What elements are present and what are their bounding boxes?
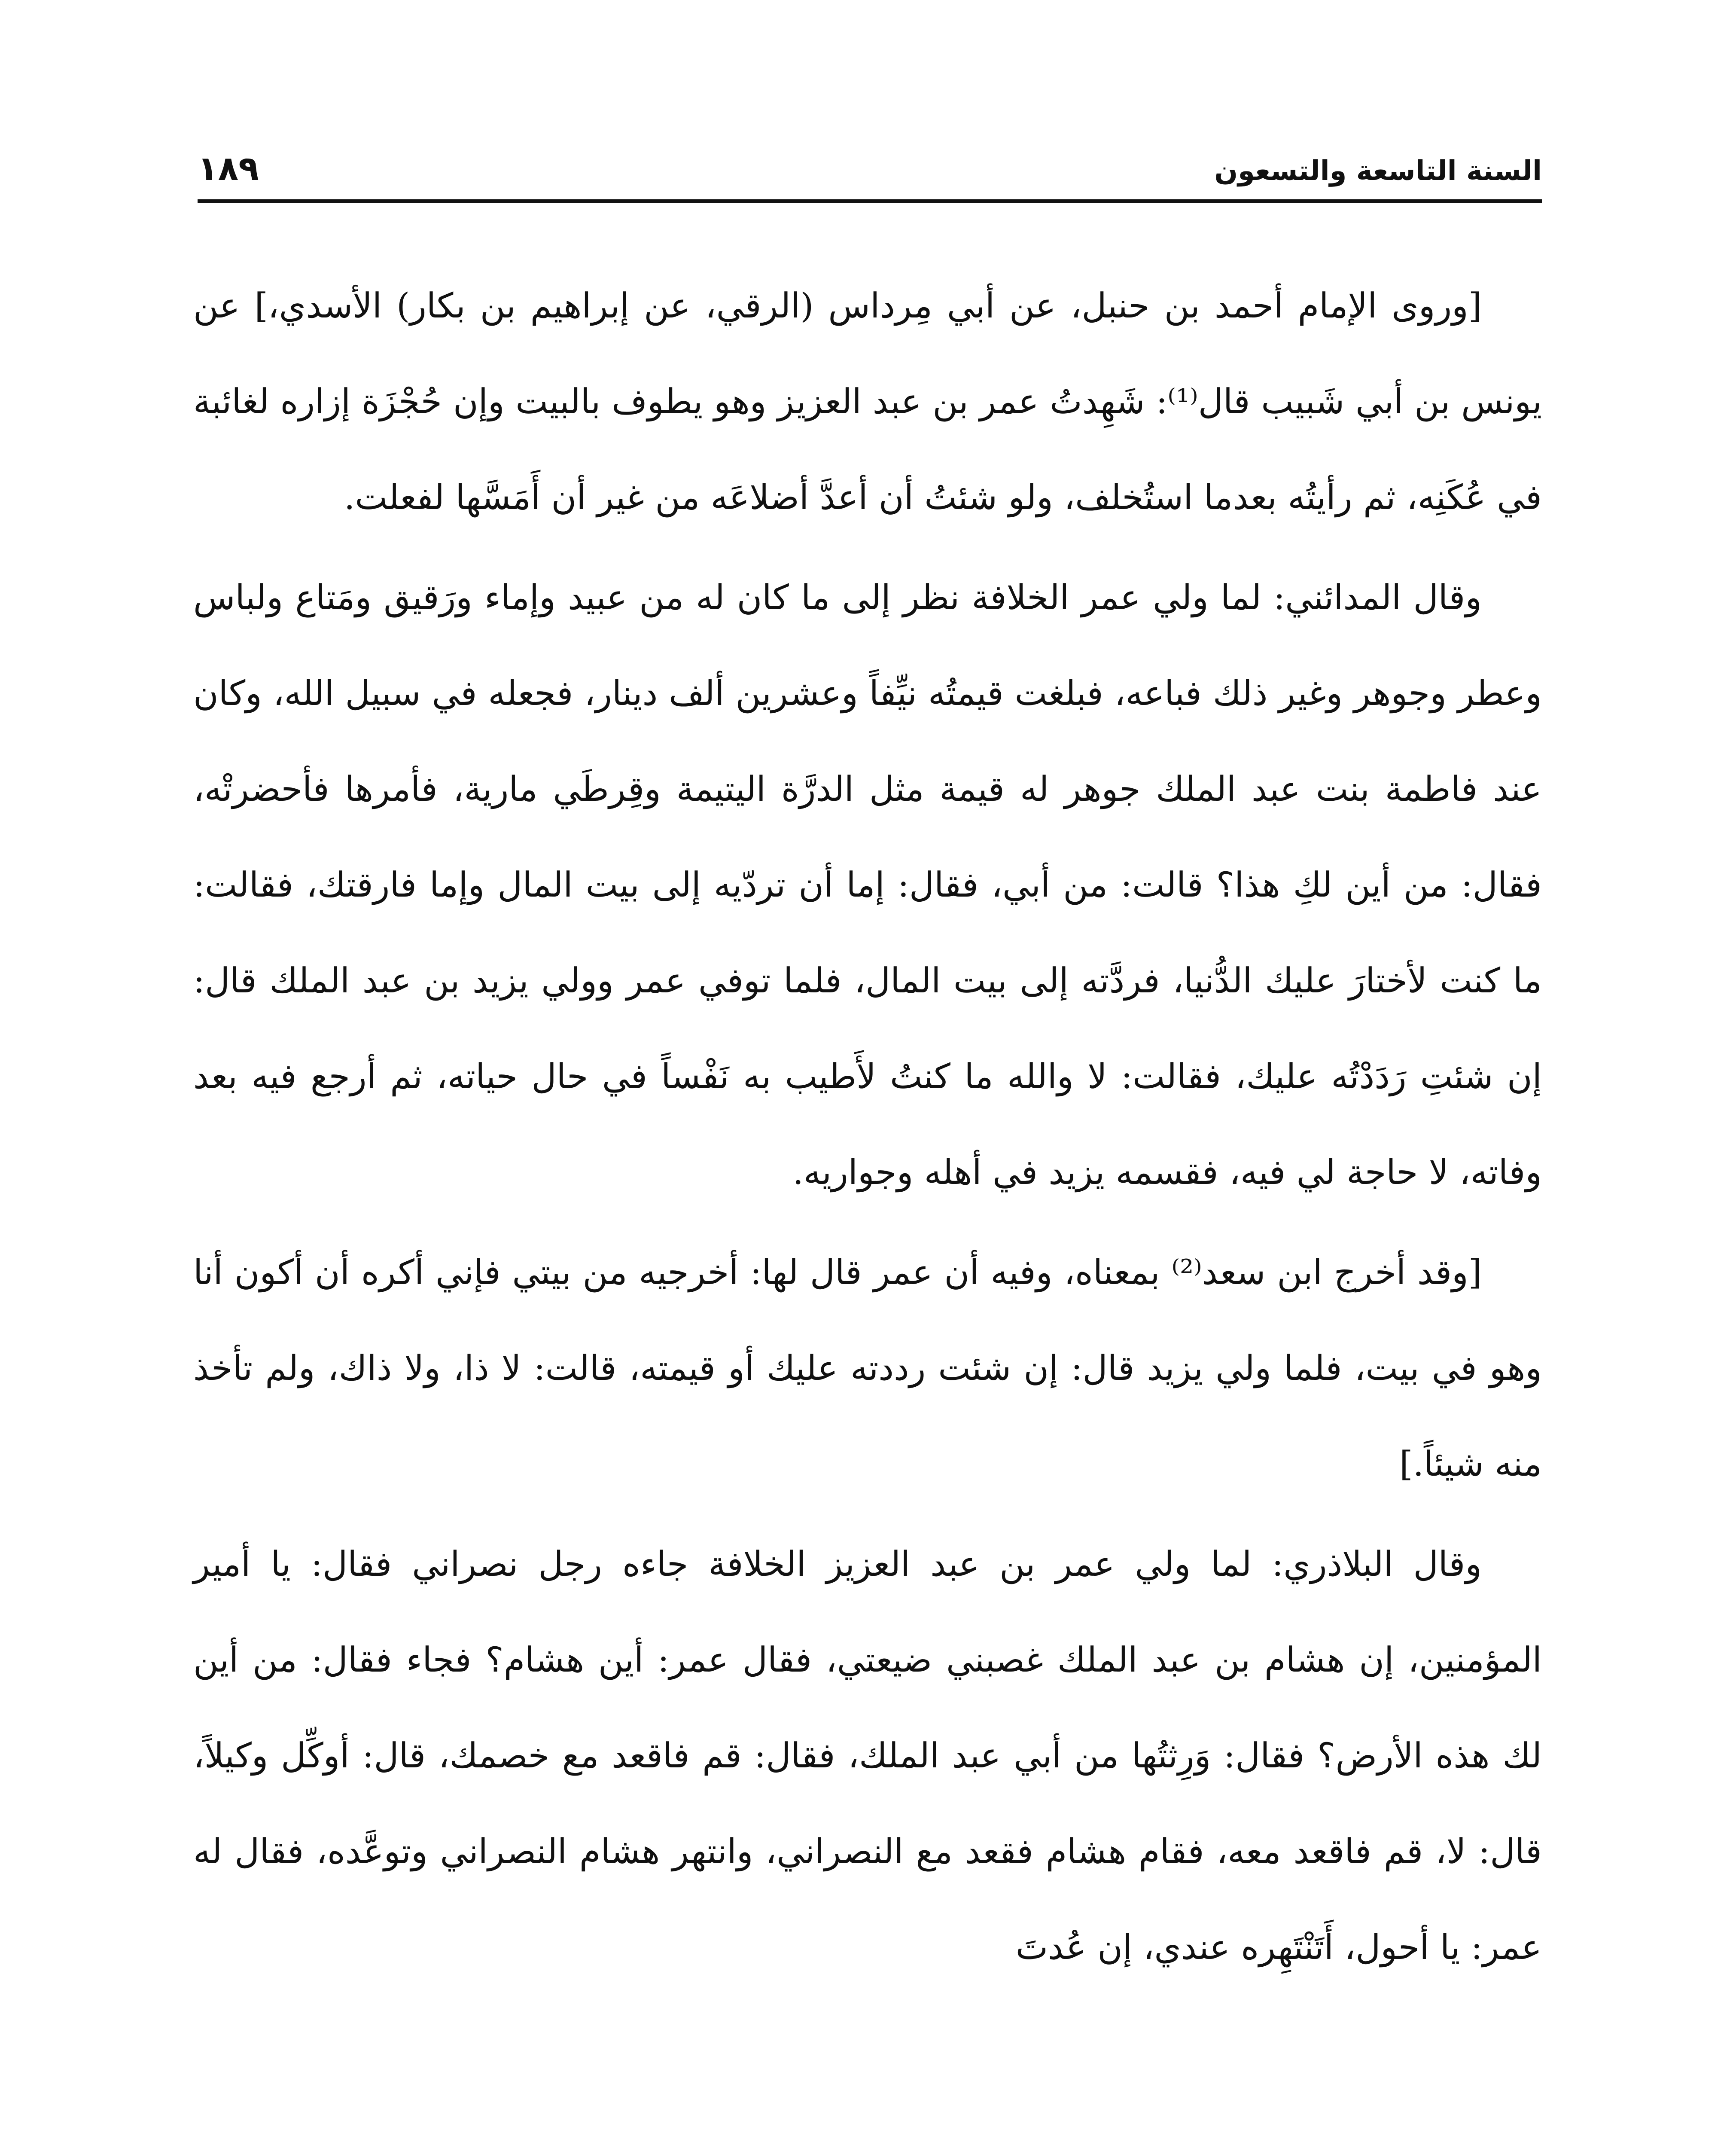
page-number: ١٨٩ — [198, 150, 259, 188]
running-header — [198, 137, 1542, 189]
header-rule — [198, 199, 1542, 203]
paragraph: وقال المدائني: لما ولي عمر الخلافة نظر إلى ما كان له من عبيد وإماء ورَقيق ومَتاع ولباس وعطر وجوهر وغير ذلك فباعه، فبلغت قيمتُه نيِّفاً وعشرين ألف دينار، فجعله في سبيل الله، وكان عند فاطمة بنت عبد الملك جوهر له قيمة مثل الدرَّة اليتيمة وقِرطَي مارية، فأمرها فأحضرتْه، فقال: من أين لكِ هذا؟ قالت: من أبي، فقال: إما أن تردّيه إلى بيت المال وإما فارقتك، فقالت: ما كنت لأختارَ عليك الدُّنيا، فردَّته إلى بيت المال، فلما توفي عمر وولي يزيد بن عبد الملك قال: إن شئتِ رَدَدْتُه عليك، فقالت: لا والله ما كنتُ لأَطيب به نَفْساً في حال حياته، ثم أرجع فيه بعد وفاته، لا حاجة لي فيه، فقسمه يزيد في أهله وجواريه. — [193, 577, 1542, 1192]
chapter-title: السنة التاسعة والتسعون — [1214, 155, 1542, 187]
paragraph: [وروى الإمام أحمد بن حنبل، عن أبي مِرداس (الرقي، عن إبراهيم بن بكار) الأسدي،] عن يونس بن أبي شَبيب قال⁽¹⁾: شَهِدتُ عمر بن عبد العزيز وهو يطوف بالبيت وإن حُجْزَة إزاره لغائبة في عُكَنِه، ثم رأيتُه بعدما استُخلف، ولو شئتُ أن أعدَّ أضلاعَه من غير أن أَمَسَّها لفعلت. — [193, 286, 1542, 517]
paragraph: وقال البلاذري: لما ولي عمر بن عبد العزيز الخلافة جاءه رجل نصراني فقال: يا أمير المؤمنين، إن هشام بن عبد الملك غصبني ضيعتي، فقال عمر: أين هشام؟ فجاء فقال: من أين لك هذه الأرض؟ فقال: وَرِثتُها من أبي عبد الملك، فقال: قم فاقعد مع خصمك، قال: أوكِّل وكيلاً، قال: لا، قم فاقعد معه، فقام هشام فقعد مع النصراني، وانتهر هشام النصراني وتوعَّده، فقال له عمر: يا أحول، أَتَنْتَهِره عندي، إن عُدتَ — [193, 1544, 1542, 1967]
main-text — [193, 258, 1542, 1999]
paragraph: [وقد أخرج ابن سعد⁽²⁾ بمعناه، وفيه أن عمر قال لها: أخرجيه من بيتي فإني أكره أن أكون أنا وهو في بيت، فلما ولي يزيد قال: إن شئت رددته عليك أو قيمته، قالت: لا ذا، ولا ذاك، ولم تأخذ منه شيئاً.] — [193, 1252, 1542, 1484]
